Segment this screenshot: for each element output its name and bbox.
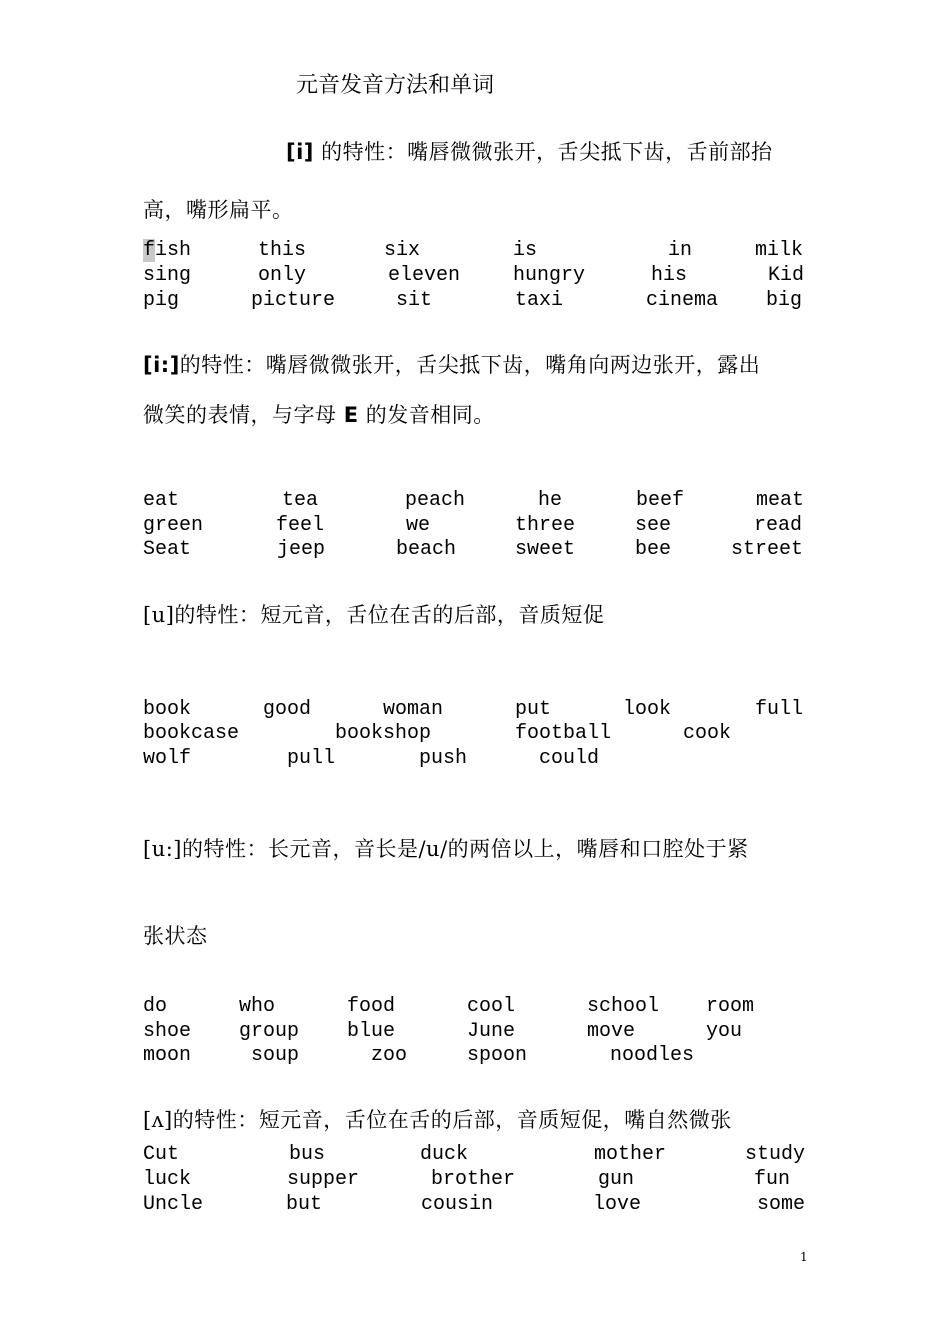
word: beach bbox=[396, 538, 457, 561]
word: love bbox=[593, 1193, 642, 1216]
word: supper bbox=[287, 1168, 360, 1191]
phonetic-symbol-ii: [i:] bbox=[143, 353, 180, 377]
word: wolf bbox=[143, 747, 192, 770]
word: hungry bbox=[513, 264, 586, 287]
section-i-description-line1: [i] 的特性：嘴唇微微张开，舌尖抵下齿，舌前部抬 bbox=[286, 140, 773, 164]
word: blue bbox=[347, 1020, 396, 1043]
word: group bbox=[239, 1020, 300, 1043]
word: tea bbox=[282, 489, 319, 512]
word: milk bbox=[755, 239, 804, 262]
word: could bbox=[539, 747, 600, 770]
word: pig bbox=[143, 289, 180, 312]
word: is bbox=[513, 239, 538, 262]
word: we bbox=[406, 514, 431, 537]
word: but bbox=[286, 1193, 323, 1216]
word: this bbox=[258, 239, 307, 262]
word: book bbox=[143, 698, 192, 721]
word: Kid bbox=[768, 264, 805, 287]
section-uu-heading-line1: [u:]的特性：长元音，音长是/u/的两倍以上，嘴唇和口腔处于紧 bbox=[143, 837, 749, 861]
word: peach bbox=[405, 489, 466, 512]
word: woman bbox=[383, 698, 444, 721]
word: jeep bbox=[277, 538, 326, 561]
word: move bbox=[587, 1020, 636, 1043]
word: full bbox=[755, 698, 804, 721]
section-uu-heading-line2: 张状态 bbox=[143, 924, 208, 948]
cursor-highlight: f bbox=[143, 239, 156, 262]
word: mother bbox=[594, 1143, 667, 1166]
word: gun bbox=[598, 1168, 635, 1191]
word: football bbox=[515, 722, 612, 745]
letter-e: E bbox=[343, 403, 359, 427]
word: who bbox=[239, 995, 276, 1018]
word: green bbox=[143, 514, 204, 537]
word: Seat bbox=[143, 538, 192, 561]
word: luck bbox=[143, 1168, 192, 1191]
word: soup bbox=[251, 1044, 300, 1067]
word: put bbox=[515, 698, 552, 721]
word: sit bbox=[396, 289, 433, 312]
word: cinema bbox=[646, 289, 719, 312]
word: spoon bbox=[467, 1044, 528, 1067]
word: brother bbox=[431, 1168, 516, 1191]
word: six bbox=[384, 239, 421, 262]
word: zoo bbox=[371, 1044, 408, 1067]
section-i-description-line2: 高，嘴形扁平。 bbox=[143, 198, 294, 222]
word: eat bbox=[143, 489, 180, 512]
word: eleven bbox=[388, 264, 461, 287]
word: shoe bbox=[143, 1020, 192, 1043]
word: June bbox=[467, 1020, 516, 1043]
word: push bbox=[419, 747, 468, 770]
section-ii-description-line2: 微笑的表情，与字母 E 的发音相同。 bbox=[143, 403, 495, 427]
section-ii-description-line1: [i:]的特性：嘴唇微微张开，舌尖抵下齿，嘴角向两边张开，露出 bbox=[143, 353, 761, 377]
word: study bbox=[745, 1143, 806, 1166]
word: sing bbox=[143, 264, 192, 287]
word: do bbox=[143, 995, 168, 1018]
word: street bbox=[731, 538, 804, 561]
word: fish bbox=[143, 239, 192, 262]
word: his bbox=[651, 264, 688, 287]
word: big bbox=[766, 289, 803, 312]
word: look bbox=[623, 698, 672, 721]
word: noodles bbox=[610, 1044, 695, 1067]
word: bookcase bbox=[143, 722, 240, 745]
section-u-heading: [u]的特性：短元音，舌位在舌的后部，音质短促 bbox=[143, 603, 605, 627]
word: bee bbox=[635, 538, 672, 561]
word: pull bbox=[287, 747, 336, 770]
page-title: 元音发音方法和单词 bbox=[296, 73, 495, 98]
word: feel bbox=[276, 514, 325, 537]
word: cousin bbox=[421, 1193, 494, 1216]
section-wedge-heading: [ʌ]的特性：短元音，舌位在舌的后部，音质短促，嘴自然微张 bbox=[143, 1108, 732, 1132]
word: three bbox=[515, 514, 576, 537]
phonetic-symbol-i: [i] bbox=[286, 140, 314, 164]
word: moon bbox=[143, 1044, 192, 1067]
word: cook bbox=[683, 722, 732, 745]
word: fun bbox=[754, 1168, 791, 1191]
word: food bbox=[347, 995, 396, 1018]
word: school bbox=[587, 995, 660, 1018]
word: picture bbox=[251, 289, 336, 312]
page-number: 1 bbox=[800, 1250, 808, 1264]
word: Cut bbox=[143, 1143, 180, 1166]
word: see bbox=[635, 514, 672, 537]
word: good bbox=[263, 698, 312, 721]
word: beef bbox=[636, 489, 685, 512]
word: you bbox=[706, 1020, 743, 1043]
word: only bbox=[258, 264, 307, 287]
word: meat bbox=[756, 489, 805, 512]
word: read bbox=[754, 514, 803, 537]
word: sweet bbox=[515, 538, 576, 561]
word: room bbox=[706, 995, 755, 1018]
word: he bbox=[538, 489, 563, 512]
word: bus bbox=[289, 1143, 326, 1166]
word: Uncle bbox=[143, 1193, 204, 1216]
word: duck bbox=[420, 1143, 469, 1166]
word: in bbox=[668, 239, 693, 262]
word: bookshop bbox=[335, 722, 432, 745]
word: taxi bbox=[515, 289, 564, 312]
word: some bbox=[757, 1193, 806, 1216]
word: cool bbox=[467, 995, 516, 1018]
